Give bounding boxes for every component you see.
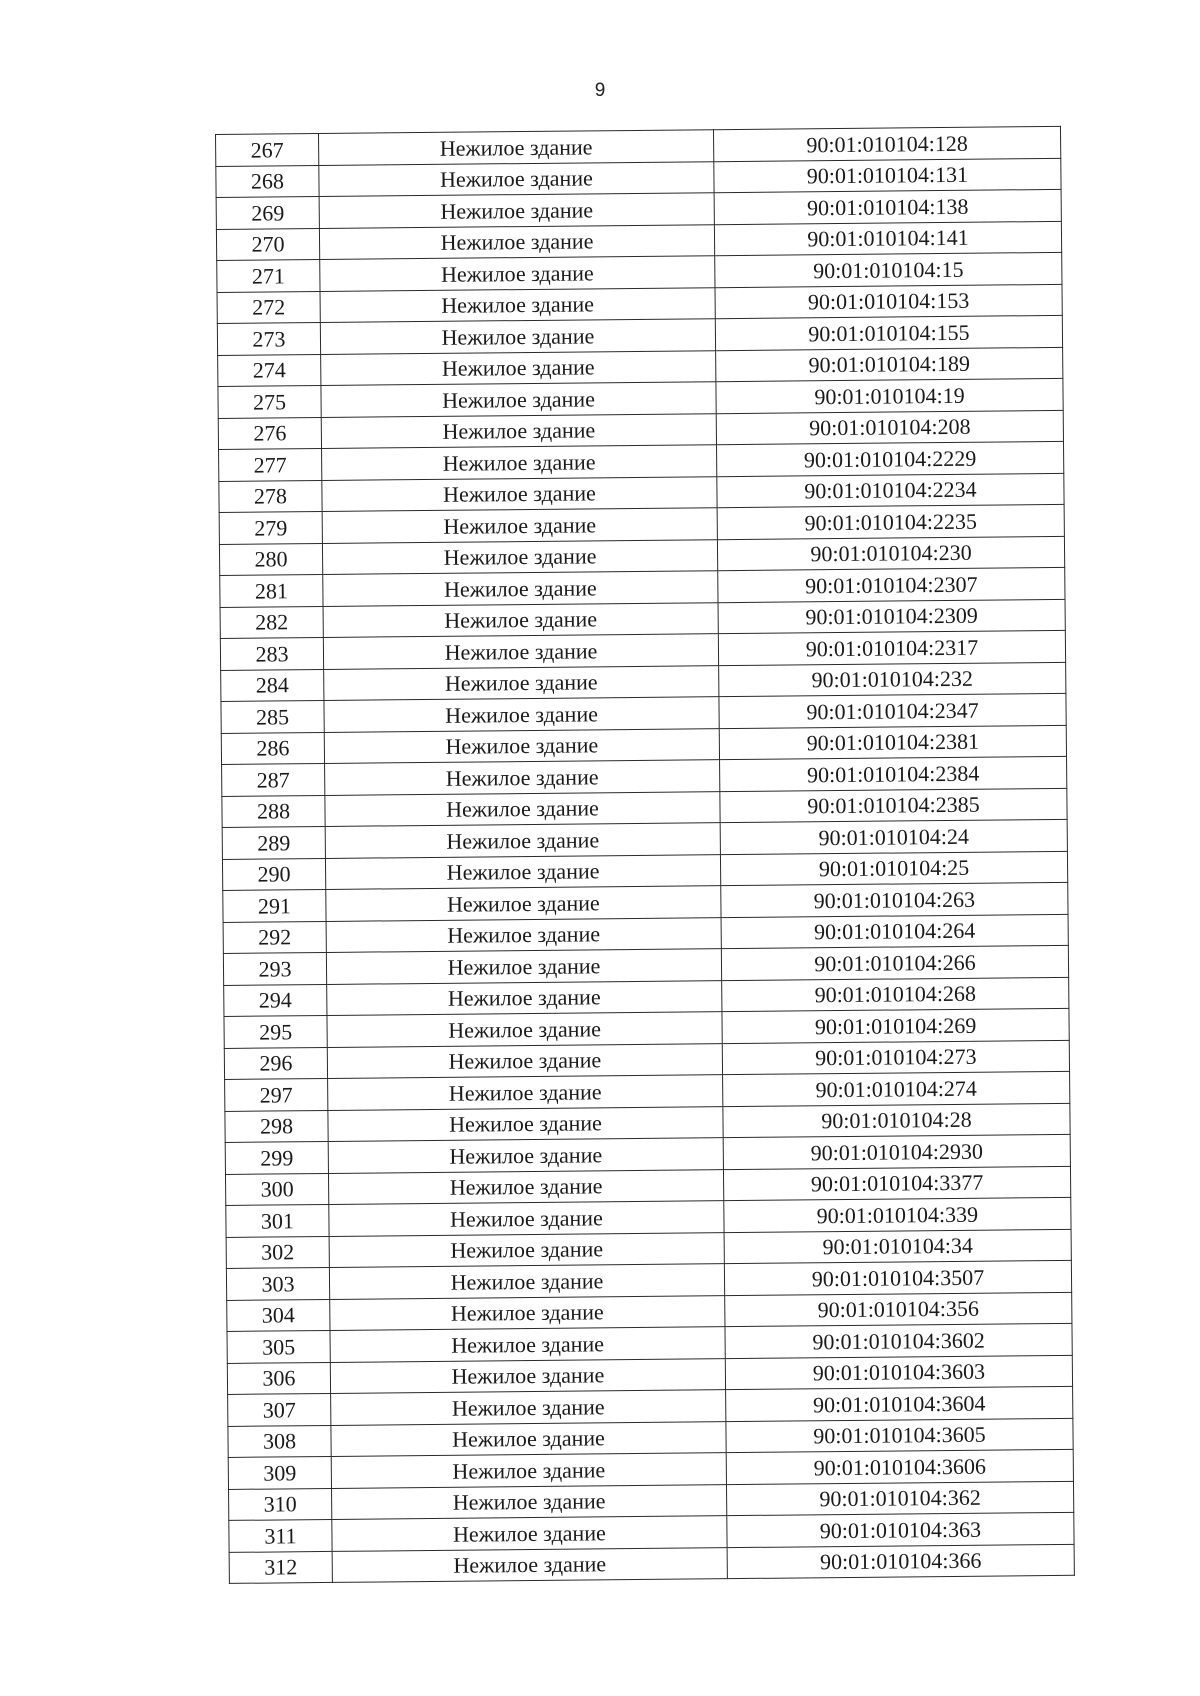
object-type-cell: Нежилое здание <box>329 1264 724 1299</box>
row-number-cell: 277 <box>219 448 322 480</box>
cadastral-number-cell: 90:01:010104:2234 <box>717 473 1064 508</box>
row-number-cell: 290 <box>222 858 325 890</box>
row-number-cell: 305 <box>227 1330 330 1362</box>
cadastral-number-cell: 90:01:010104:128 <box>713 126 1060 161</box>
row-number-cell: 293 <box>223 952 326 984</box>
cadastral-number-cell: 90:01:010104:3606 <box>726 1449 1073 1484</box>
table-body <box>216 126 1075 1583</box>
row-number-cell: 301 <box>226 1204 329 1236</box>
object-type-cell: Нежилое здание <box>332 1484 727 1519</box>
object-type-cell: Нежилое здание <box>328 1138 723 1173</box>
cadastral-number-cell: 90:01:010104:264 <box>721 914 1068 949</box>
cadastral-number-cell: 90:01:010104:263 <box>721 882 1068 917</box>
row-number-cell: 304 <box>227 1299 330 1331</box>
row-number-cell: 267 <box>216 134 319 166</box>
object-type-cell: Нежилое здание <box>330 1327 725 1362</box>
cadastral-number-cell: 90:01:010104:24 <box>720 819 1067 854</box>
table-row <box>229 1544 1074 1584</box>
cadastral-number-cell: 90:01:010104:356 <box>725 1292 1072 1327</box>
object-type-cell: Нежилое здание <box>325 760 720 795</box>
object-type-cell: Нежилое здание <box>327 980 722 1015</box>
object-type-cell: Нежилое здание <box>324 665 719 700</box>
cadastral-number-cell: 90:01:010104:3507 <box>724 1260 1071 1295</box>
row-number-cell: 281 <box>220 574 323 606</box>
row-number-cell: 272 <box>217 291 320 323</box>
row-number-cell: 284 <box>221 669 324 701</box>
object-type-cell: Нежилое здание <box>322 508 717 543</box>
cadastral-number-cell: 90:01:010104:268 <box>722 977 1069 1012</box>
row-number-cell: 273 <box>217 322 320 354</box>
cadastral-number-cell: 90:01:010104:274 <box>723 1071 1070 1106</box>
cadastral-number-cell: 90:01:010104:2309 <box>718 599 1065 634</box>
row-number-cell: 285 <box>221 700 324 732</box>
cadastral-number-cell: 90:01:010104:131 <box>714 158 1061 193</box>
cadastral-number-cell: 90:01:010104:2317 <box>718 630 1065 665</box>
object-type-cell: Нежилое здание <box>319 130 714 165</box>
cadastral-number-cell: 90:01:010104:339 <box>724 1197 1071 1232</box>
cadastral-number-cell: 90:01:010104:138 <box>714 189 1061 224</box>
cadastral-number-cell: 90:01:010104:269 <box>722 1008 1069 1043</box>
cadastral-number-cell: 90:01:010104:2930 <box>723 1134 1070 1169</box>
object-type-cell: Нежилое здание <box>320 256 715 291</box>
cadastral-number-cell: 90:01:010104:153 <box>715 284 1062 319</box>
cadastral-number-cell: 90:01:010104:208 <box>716 410 1063 445</box>
object-type-cell: Нежилое здание <box>328 1106 723 1141</box>
row-number-cell: 286 <box>221 732 324 764</box>
cadastral-number-cell: 90:01:010104:141 <box>714 221 1061 256</box>
row-number-cell: 270 <box>216 228 319 260</box>
object-type-cell: Нежилое здание <box>319 224 714 259</box>
row-number-cell: 311 <box>229 1519 332 1551</box>
object-type-cell: Нежилое здание <box>329 1201 724 1236</box>
object-type-cell: Нежилое здание <box>321 350 716 385</box>
object-type-cell: Нежилое здание <box>331 1390 726 1425</box>
object-type-cell: Нежилое здание <box>331 1421 726 1456</box>
row-number-cell: 302 <box>226 1236 329 1268</box>
row-number-cell: 303 <box>226 1267 329 1299</box>
cadastral-number-cell: 90:01:010104:2229 <box>717 441 1064 476</box>
cadastral-number-cell: 90:01:010104:189 <box>716 347 1063 382</box>
object-type-cell: Нежилое здание <box>322 445 717 480</box>
cadastral-number-cell: 90:01:010104:3377 <box>723 1166 1070 1201</box>
object-type-cell: Нежилое здание <box>319 193 714 228</box>
row-number-cell: 294 <box>224 984 327 1016</box>
cadastral-number-cell: 90:01:010104:2235 <box>717 504 1064 539</box>
row-number-cell: 299 <box>225 1141 328 1173</box>
object-type-cell: Нежилое здание <box>324 728 719 763</box>
row-number-cell: 268 <box>216 165 319 197</box>
object-type-cell: Нежилое здание <box>332 1516 727 1551</box>
row-number-cell: 271 <box>217 260 320 292</box>
cadastral-number-cell: 90:01:010104:273 <box>722 1040 1069 1075</box>
object-type-cell: Нежилое здание <box>322 539 717 574</box>
row-number-cell: 282 <box>220 606 323 638</box>
row-number-cell: 269 <box>216 197 319 229</box>
cadastral-number-cell: 90:01:010104:28 <box>723 1103 1070 1138</box>
object-type-cell: Нежилое здание <box>328 1075 723 1110</box>
object-type-cell: Нежилое здание <box>328 1169 723 1204</box>
object-type-cell: Нежилое здание <box>327 1012 722 1047</box>
cadastral-number-cell: 90:01:010104:3604 <box>726 1386 1073 1421</box>
object-type-cell: Нежилое здание <box>331 1453 726 1488</box>
object-type-cell: Нежилое здание <box>326 917 721 952</box>
row-number-cell: 288 <box>222 795 325 827</box>
row-number-cell: 296 <box>224 1047 327 1079</box>
cadastral-number-cell: 90:01:010104:2385 <box>720 788 1067 823</box>
row-number-cell: 283 <box>220 637 323 669</box>
cadastral-number-cell: 90:01:010104:232 <box>719 662 1066 697</box>
object-type-cell: Нежилое здание <box>325 854 720 889</box>
cadastral-number-cell: 90:01:010104:2384 <box>720 756 1067 791</box>
object-type-cell: Нежилое здание <box>325 823 720 858</box>
row-number-cell: 278 <box>219 480 322 512</box>
property-table-wrapper <box>215 126 1074 1584</box>
row-number-cell: 280 <box>219 543 322 575</box>
cadastral-number-cell: 90:01:010104:363 <box>727 1512 1074 1547</box>
row-number-cell: 276 <box>218 417 321 449</box>
cadastral-number-cell: 90:01:010104:25 <box>720 851 1067 886</box>
row-number-cell: 274 <box>218 354 321 386</box>
row-number-cell: 310 <box>229 1488 332 1520</box>
object-type-cell: Нежилое здание <box>323 634 718 669</box>
cadastral-number-cell: 90:01:010104:19 <box>716 378 1063 413</box>
object-type-cell: Нежилое здание <box>330 1295 725 1330</box>
object-type-cell: Нежилое здание <box>326 886 721 921</box>
row-number-cell: 309 <box>228 1456 331 1488</box>
object-type-cell: Нежилое здание <box>327 1043 722 1078</box>
object-type-cell: Нежилое здание <box>329 1232 724 1267</box>
cadastral-number-cell: 90:01:010104:366 <box>727 1544 1074 1579</box>
row-number-cell: 275 <box>218 385 321 417</box>
object-type-cell: Нежилое здание <box>321 413 716 448</box>
row-number-cell: 292 <box>223 921 326 953</box>
object-type-cell: Нежилое здание <box>322 476 717 511</box>
object-type-cell: Нежилое здание <box>326 949 721 984</box>
row-number-cell: 287 <box>222 763 325 795</box>
cadastral-number-cell: 90:01:010104:266 <box>721 945 1068 980</box>
object-type-cell: Нежилое здание <box>319 161 714 196</box>
row-number-cell: 295 <box>224 1015 327 1047</box>
object-type-cell: Нежилое здание <box>323 571 718 606</box>
row-number-cell: 307 <box>228 1393 331 1425</box>
object-type-cell: Нежилое здание <box>330 1358 725 1393</box>
row-number-cell: 297 <box>225 1078 328 1110</box>
cadastral-number-cell: 90:01:010104:155 <box>715 315 1062 350</box>
cadastral-number-cell: 90:01:010104:15 <box>715 252 1062 287</box>
object-type-cell: Нежилое здание <box>321 382 716 417</box>
object-type-cell: Нежилое здание <box>332 1547 727 1582</box>
row-number-cell: 306 <box>227 1362 330 1394</box>
cadastral-number-cell: 90:01:010104:34 <box>724 1229 1071 1264</box>
object-type-cell: Нежилое здание <box>325 791 720 826</box>
row-number-cell: 312 <box>229 1551 332 1583</box>
object-type-cell: Нежилое здание <box>320 319 715 354</box>
row-number-cell: 289 <box>222 826 325 858</box>
cadastral-number-cell: 90:01:010104:2307 <box>718 567 1065 602</box>
cadastral-number-cell: 90:01:010104:3602 <box>725 1323 1072 1358</box>
page-number: 9 <box>594 80 606 101</box>
row-number-cell: 298 <box>225 1110 328 1142</box>
row-number-cell: 279 <box>219 511 322 543</box>
cadastral-number-cell: 90:01:010104:230 <box>717 536 1064 571</box>
object-type-cell: Нежилое здание <box>320 287 715 322</box>
cadastral-number-cell: 90:01:010104:3603 <box>725 1355 1072 1390</box>
cadastral-number-cell: 90:01:010104:2381 <box>719 725 1066 760</box>
object-type-cell: Нежилое здание <box>324 697 719 732</box>
row-number-cell: 300 <box>225 1173 328 1205</box>
cadastral-number-cell: 90:01:010104:362 <box>726 1481 1073 1516</box>
cadastral-number-cell: 90:01:010104:2347 <box>719 693 1066 728</box>
row-number-cell: 291 <box>223 889 326 921</box>
property-table <box>215 126 1075 1584</box>
row-number-cell: 308 <box>228 1425 331 1457</box>
object-type-cell: Нежилое здание <box>323 602 718 637</box>
cadastral-number-cell: 90:01:010104:3605 <box>726 1418 1073 1453</box>
